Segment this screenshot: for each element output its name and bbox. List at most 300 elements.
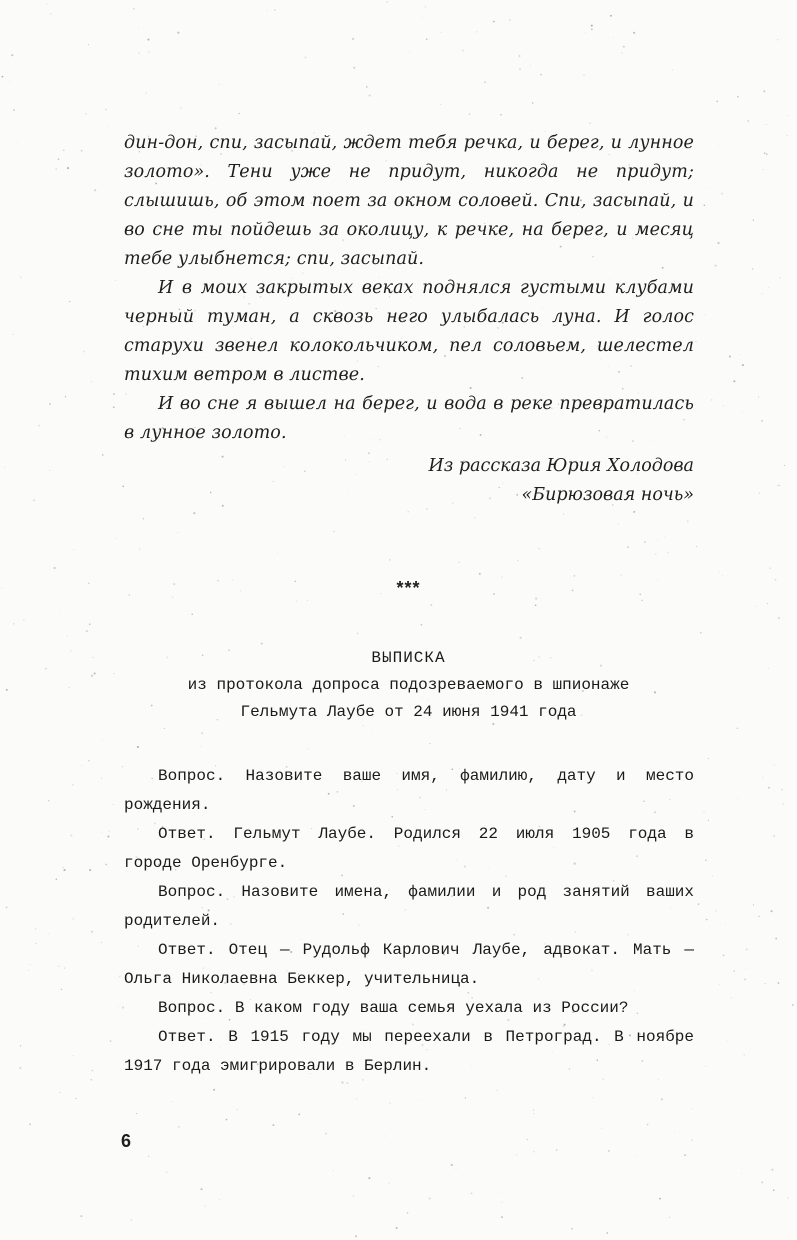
paper-speck: [80, 1215, 82, 1217]
paper-speck: [20, 277, 21, 278]
paper-speck: [222, 456, 224, 458]
story-attribution: [244, 452, 694, 510]
paper-speck: [73, 549, 74, 550]
paper-speck: [353, 67, 355, 69]
paper-speck: [591, 25, 593, 27]
paper-speck: [46, 4, 47, 5]
paper-speck: [779, 277, 781, 279]
paper-speck: [177, 32, 179, 34]
paper-speck: [64, 968, 65, 969]
paper-speck: [236, 1109, 237, 1110]
paper-speck: [715, 910, 716, 911]
paper-speck: [727, 1041, 728, 1042]
transcript-answer: Ответ. Гельмут Лаубе. Родился 22 июля 1905 года в городе Оренбурге.: [124, 825, 694, 872]
paper-speck: [430, 108, 431, 109]
paper-speck: [307, 600, 308, 601]
paper-speck: [718, 145, 719, 146]
paper-speck: [33, 979, 34, 980]
paper-speck: [687, 520, 689, 522]
paper-speck: [115, 280, 116, 281]
paper-speck: [139, 549, 140, 550]
paper-speck: [775, 938, 777, 940]
paper-speck: [172, 1101, 173, 1102]
paper-speck: [755, 606, 756, 607]
paper-speck: [778, 617, 780, 619]
paper-speck: [113, 406, 115, 408]
paper-speck: [644, 541, 646, 543]
paper-speck: [99, 1214, 100, 1215]
paper-speck: [341, 1082, 343, 1084]
paper-speck: [136, 1113, 137, 1114]
paper-speck: [500, 114, 502, 116]
paper-speck: [696, 546, 697, 547]
paper-speck: [109, 831, 110, 832]
page-number: 6: [121, 1131, 132, 1151]
paper-speck: [591, 28, 593, 30]
paper-speck: [451, 1164, 453, 1166]
paper-speck: [88, 44, 89, 45]
paper-speck: [723, 406, 724, 407]
paper-speck: [48, 933, 49, 934]
paper-speck: [769, 567, 771, 569]
paper-speck: [766, 124, 767, 125]
paper-speck: [747, 120, 748, 121]
paper-speck: [519, 55, 521, 57]
paper-speck: [62, 867, 64, 869]
paper-speck: [719, 630, 720, 631]
paper-speck: [766, 153, 768, 155]
paper-speck: [204, 1205, 205, 1206]
paper-speck: [527, 1139, 529, 1141]
paper-speck: [498, 1192, 499, 1193]
paper-speck: [660, 1190, 661, 1191]
paper-speck: [618, 524, 619, 525]
paper-speck: [608, 1150, 609, 1151]
paper-speck: [533, 1151, 534, 1152]
transcript-question: Вопрос. В каком году ваша семья уехала из России?: [158, 999, 629, 1017]
paper-speck: [737, 798, 738, 799]
paper-speck: [368, 1177, 370, 1179]
paper-speck: [219, 84, 220, 85]
paper-speck: [737, 727, 739, 729]
paper-speck: [296, 600, 298, 602]
paper-speck: [620, 574, 622, 576]
paper-speck: [574, 575, 575, 576]
paper-speck: [113, 804, 114, 805]
paper-speck: [476, 31, 477, 32]
paper-speck: [201, 746, 202, 747]
paper-speck: [530, 65, 531, 66]
paper-speck: [138, 52, 139, 53]
paper-speck: [421, 624, 423, 626]
paper-speck: [641, 600, 642, 601]
paper-speck: [708, 758, 709, 759]
paper-speck: [226, 1173, 227, 1174]
paper-speck: [540, 74, 542, 76]
paper-speck: [2, 76, 4, 78]
paper-speck: [226, 1119, 228, 1121]
paper-speck: [138, 28, 139, 29]
paper-speck: [122, 486, 124, 488]
paper-speck: [730, 997, 732, 999]
paper-speck: [89, 623, 91, 625]
paper-speck: [721, 193, 723, 195]
paper-speck: [684, 1154, 686, 1156]
paper-speck: [23, 620, 24, 621]
paper-speck: [715, 265, 717, 267]
paper-speck: [779, 485, 780, 486]
paper-speck: [519, 68, 521, 70]
story-paragraph: И во сне я вышел на берег, и вода в реке превратилась в лунное золото.: [124, 394, 694, 443]
paper-speck: [190, 104, 191, 105]
paper-speck: [672, 69, 673, 70]
paper-speck: [742, 411, 743, 412]
paper-speck: [389, 559, 390, 560]
paper-speck: [56, 879, 58, 881]
paper-speck: [761, 420, 763, 422]
transcript-question: Вопрос. Назовите ваше имя, фамилию, дату и место рождения.: [124, 767, 694, 814]
paper-speck: [102, 740, 103, 741]
paper-speck: [11, 54, 13, 56]
paper-speck: [200, 1188, 202, 1190]
paper-speck: [33, 500, 34, 501]
paper-speck: [13, 623, 14, 624]
paper-speck: [787, 135, 788, 136]
paper-speck: [606, 1232, 608, 1234]
paper-speck: [266, 10, 267, 11]
paper-speck: [659, 1198, 661, 1200]
paper-speck: [355, 1235, 357, 1237]
paper-speck: [533, 1110, 534, 1111]
paper-speck: [277, 553, 278, 554]
paper-speck: [396, 1227, 398, 1229]
paper-speck: [326, 533, 327, 534]
paper-speck: [556, 1149, 558, 1151]
paper-speck: [69, 301, 70, 302]
paper-speck: [50, 13, 52, 15]
paper-speck: [571, 1228, 573, 1230]
paper-speck: [465, 1097, 466, 1098]
paper-speck: [429, 1197, 431, 1199]
paper-speck: [441, 32, 442, 33]
paper-speck: [501, 1202, 502, 1203]
paper-speck: [166, 1172, 168, 1174]
paper-speck: [459, 562, 460, 563]
paper-speck: [177, 532, 178, 533]
paper-speck: [657, 539, 658, 540]
paper-speck: [58, 158, 60, 160]
paper-speck: [347, 1082, 349, 1084]
paper-speck: [67, 636, 68, 637]
transcript-answer: Ответ. В 1915 году мы переехали в Петроград. В ноябре 1917 года эмигрировали в Берлин.: [124, 1028, 694, 1075]
paper-speck: [700, 401, 701, 402]
document-subtitle-line: из протокола допроса подозреваемого в шпионаже: [187, 676, 630, 694]
paper-speck: [101, 832, 102, 833]
paper-speck: [763, 169, 764, 170]
paper-speck: [593, 1097, 594, 1098]
paper-speck: [191, 614, 192, 615]
paper-speck: [274, 9, 276, 11]
paper-speck: [94, 189, 96, 191]
transcript-question: Вопрос. Назовите имена, фамилии и род занятий ваших родителей.: [124, 883, 694, 930]
paper-speck: [19, 1067, 21, 1069]
paper-speck: [613, 38, 614, 39]
paper-speck: [60, 610, 61, 611]
paper-speck: [764, 983, 765, 984]
paper-speck: [456, 1169, 457, 1170]
paper-speck: [610, 15, 612, 17]
paper-speck: [91, 1070, 93, 1072]
paper-speck: [698, 903, 699, 904]
paper-speck: [430, 743, 431, 744]
paper-speck: [178, 1126, 180, 1128]
paper-speck: [601, 1127, 603, 1129]
paper-speck: [115, 538, 116, 539]
paper-speck: [493, 21, 495, 23]
paper-speck: [718, 572, 720, 574]
paper-speck: [674, 1131, 675, 1132]
paper-speck: [17, 141, 18, 142]
paper-speck: [761, 293, 763, 295]
paper-speck: [36, 943, 37, 944]
paper-speck: [716, 101, 717, 102]
paper-speck: [784, 465, 785, 466]
paper-speck: [758, 397, 759, 398]
transcript-answer: Ответ. Отец — Рудольф Карлович Лаубе, адвокат. Мать — Ольга Николаевна Беккер, учительница.: [124, 941, 694, 988]
paper-speck: [737, 96, 739, 98]
paper-speck: [788, 115, 789, 116]
paper-speck: [307, 748, 308, 749]
paper-speck: [633, 511, 635, 513]
paper-speck: [369, 94, 371, 96]
paper-speck: [418, 1100, 419, 1101]
paper-speck: [708, 820, 709, 821]
interrogation-transcript: [124, 762, 694, 1081]
paper-speck: [722, 755, 723, 756]
paper-speck: [469, 113, 471, 115]
paper-speck: [164, 728, 165, 729]
story-paragraph: И в моих закрытых веках поднялся густыми клубами черный туман, а сквозь него улыбалась луна. И голос старухи звенел колокольчиком, пел соловьем, шелестел тихим ветром в листве.: [124, 278, 694, 385]
paper-speck: [118, 1006, 119, 1007]
paper-speck: [753, 219, 754, 220]
paper-speck: [746, 948, 748, 950]
paper-speck: [762, 777, 763, 778]
paper-speck: [390, 1103, 391, 1104]
paper-speck: [357, 633, 359, 635]
paper-speck: [717, 242, 719, 244]
paper-speck: [337, 529, 338, 530]
paper-speck: [768, 787, 770, 789]
paper-speck: [709, 188, 710, 189]
paper-speck: [501, 1216, 503, 1218]
paper-speck: [729, 355, 731, 357]
paper-speck: [101, 942, 102, 943]
paper-speck: [13, 109, 14, 110]
paper-speck: [238, 113, 239, 114]
paper-speck: [213, 1089, 215, 1091]
paper-speck: [758, 916, 759, 917]
paper-speck: [38, 425, 40, 427]
paper-speck: [761, 1182, 763, 1184]
paper-speck: [703, 812, 704, 813]
paper-speck: [372, 733, 373, 734]
paper-speck: [583, 74, 585, 76]
paper-speck: [219, 1199, 221, 1201]
paper-speck: [516, 1154, 517, 1155]
paper-speck: [496, 1090, 497, 1091]
paper-speck: [539, 548, 540, 549]
paper-speck: [680, 613, 681, 614]
paper-speck: [72, 918, 74, 920]
paper-speck: [705, 859, 707, 861]
paper-speck: [20, 1045, 21, 1046]
paper-speck: [89, 869, 91, 871]
paper-speck: [752, 268, 754, 270]
paper-speck: [517, 560, 518, 561]
paper-speck: [669, 1217, 670, 1218]
paper-speck: [333, 1170, 334, 1171]
paper-speck: [741, 1173, 742, 1174]
paper-speck: [210, 492, 211, 493]
paper-speck: [65, 396, 66, 397]
paper-speck: [122, 766, 123, 767]
paper-speck: [110, 1040, 112, 1042]
paper-speck: [63, 150, 64, 151]
paper-speck: [113, 393, 115, 395]
paper-speck: [298, 1113, 300, 1115]
paper-speck: [70, 834, 72, 836]
paper-speck: [534, 1113, 535, 1114]
paper-speck: [223, 638, 224, 639]
paper-speck: [474, 517, 475, 518]
paper-speck: [422, 17, 423, 18]
paper-speck: [509, 19, 511, 21]
paper-speck: [655, 553, 656, 554]
paper-speck: [657, 633, 658, 634]
section-separator: ***: [396, 578, 421, 598]
paper-speck: [201, 732, 203, 734]
paper-speck: [667, 552, 669, 554]
document-title: ВЫПИСКА: [371, 649, 446, 667]
paper-speck: [633, 32, 635, 34]
paper-speck: [95, 1035, 96, 1036]
paper-speck: [386, 1, 388, 3]
paper-speck: [46, 1172, 47, 1173]
paper-speck: [739, 354, 740, 355]
paper-speck: [366, 86, 368, 88]
paper-speck: [410, 51, 411, 52]
paper-speck: [777, 484, 779, 486]
paper-speck: [734, 970, 735, 971]
paper-speck: [46, 1090, 47, 1091]
paper-speck: [704, 314, 705, 315]
paper-speck: [773, 835, 774, 836]
paper-speck: [764, 152, 766, 154]
paper-speck: [725, 924, 726, 925]
document-subtitle-line: Гельмута Лаубе от 24 июня 1941 года: [240, 703, 577, 721]
paper-speck: [426, 39, 428, 41]
paper-speck: [146, 92, 147, 93]
paper-speck: [440, 104, 441, 105]
paper-speck: [759, 493, 760, 494]
paper-speck: [107, 835, 109, 837]
paper-speck: [147, 39, 149, 41]
paper-speck: [81, 765, 82, 766]
paper-speck: [778, 982, 780, 984]
paper-speck: [356, 1098, 357, 1099]
paper-speck: [67, 167, 69, 169]
paper-speck: [712, 875, 713, 876]
paper-speck: [56, 168, 57, 169]
paper-speck: [563, 514, 564, 515]
paper-speck: [63, 869, 65, 871]
paper-speck: [430, 604, 432, 606]
paper-speck: [6, 907, 8, 909]
paper-speck: [131, 1219, 132, 1220]
paper-speck: [60, 1092, 61, 1093]
paper-speck: [664, 537, 665, 538]
paper-speck: [723, 954, 725, 956]
paper-speck: [700, 632, 702, 634]
paper-speck: [777, 39, 778, 40]
paper-speck: [54, 567, 56, 569]
paper-speck: [733, 380, 735, 382]
paper-speck: [91, 1079, 92, 1080]
paper-speck: [774, 764, 775, 765]
paper-speck: [352, 38, 354, 40]
paper-speck: [102, 454, 103, 455]
paper-speck: [239, 113, 240, 114]
paper-speck: [58, 966, 59, 967]
paper-speck: [148, 52, 149, 53]
paper-speck: [705, 1066, 706, 1067]
paper-speck: [706, 919, 707, 920]
paper-speck: [623, 46, 625, 48]
story-paragraph: дин-дон, спи, засыпай, ждет тебя речка, и берег, и лунное золото». Тени уже не придут, никогда не придут; слышишь, об этом поет за окном соловей. Спи, засыпай, и во сне ты пойдешь за околицу, к речке, на берег, и месяц тебе улыбнется; спи, засыпай.: [124, 133, 694, 269]
paper-speck: [91, 931, 93, 933]
paper-speck: [4, 466, 5, 467]
paper-speck: [304, 56, 306, 58]
paper-speck: [723, 775, 724, 776]
paper-speck: [83, 351, 85, 353]
paper-speck: [325, 1133, 327, 1135]
paper-speck: [532, 102, 533, 103]
paper-speck: [728, 337, 729, 338]
paper-speck: [193, 512, 195, 514]
paper-speck: [722, 575, 723, 576]
paper-speck: [148, 1156, 149, 1157]
paper-speck: [13, 334, 14, 335]
document-heading: [0, 645, 797, 726]
paper-speck: [29, 1123, 31, 1125]
paper-speck: [744, 978, 746, 980]
paper-speck: [585, 32, 586, 33]
paper-speck: [408, 511, 409, 512]
paper-speck: [743, 1054, 745, 1056]
paper-speck: [695, 341, 696, 342]
paper-speck: [66, 461, 67, 462]
paper-speck: [589, 122, 591, 124]
paper-speck: [88, 760, 90, 762]
paper-speck: [627, 546, 629, 548]
paper-speck: [787, 1197, 789, 1199]
paper-speck: [468, 517, 469, 518]
paper-speck: [28, 970, 29, 971]
paper-speck: [479, 573, 481, 575]
paper-speck: [767, 603, 768, 604]
paper-speck: [105, 109, 107, 111]
paper-speck: [27, 1136, 28, 1137]
